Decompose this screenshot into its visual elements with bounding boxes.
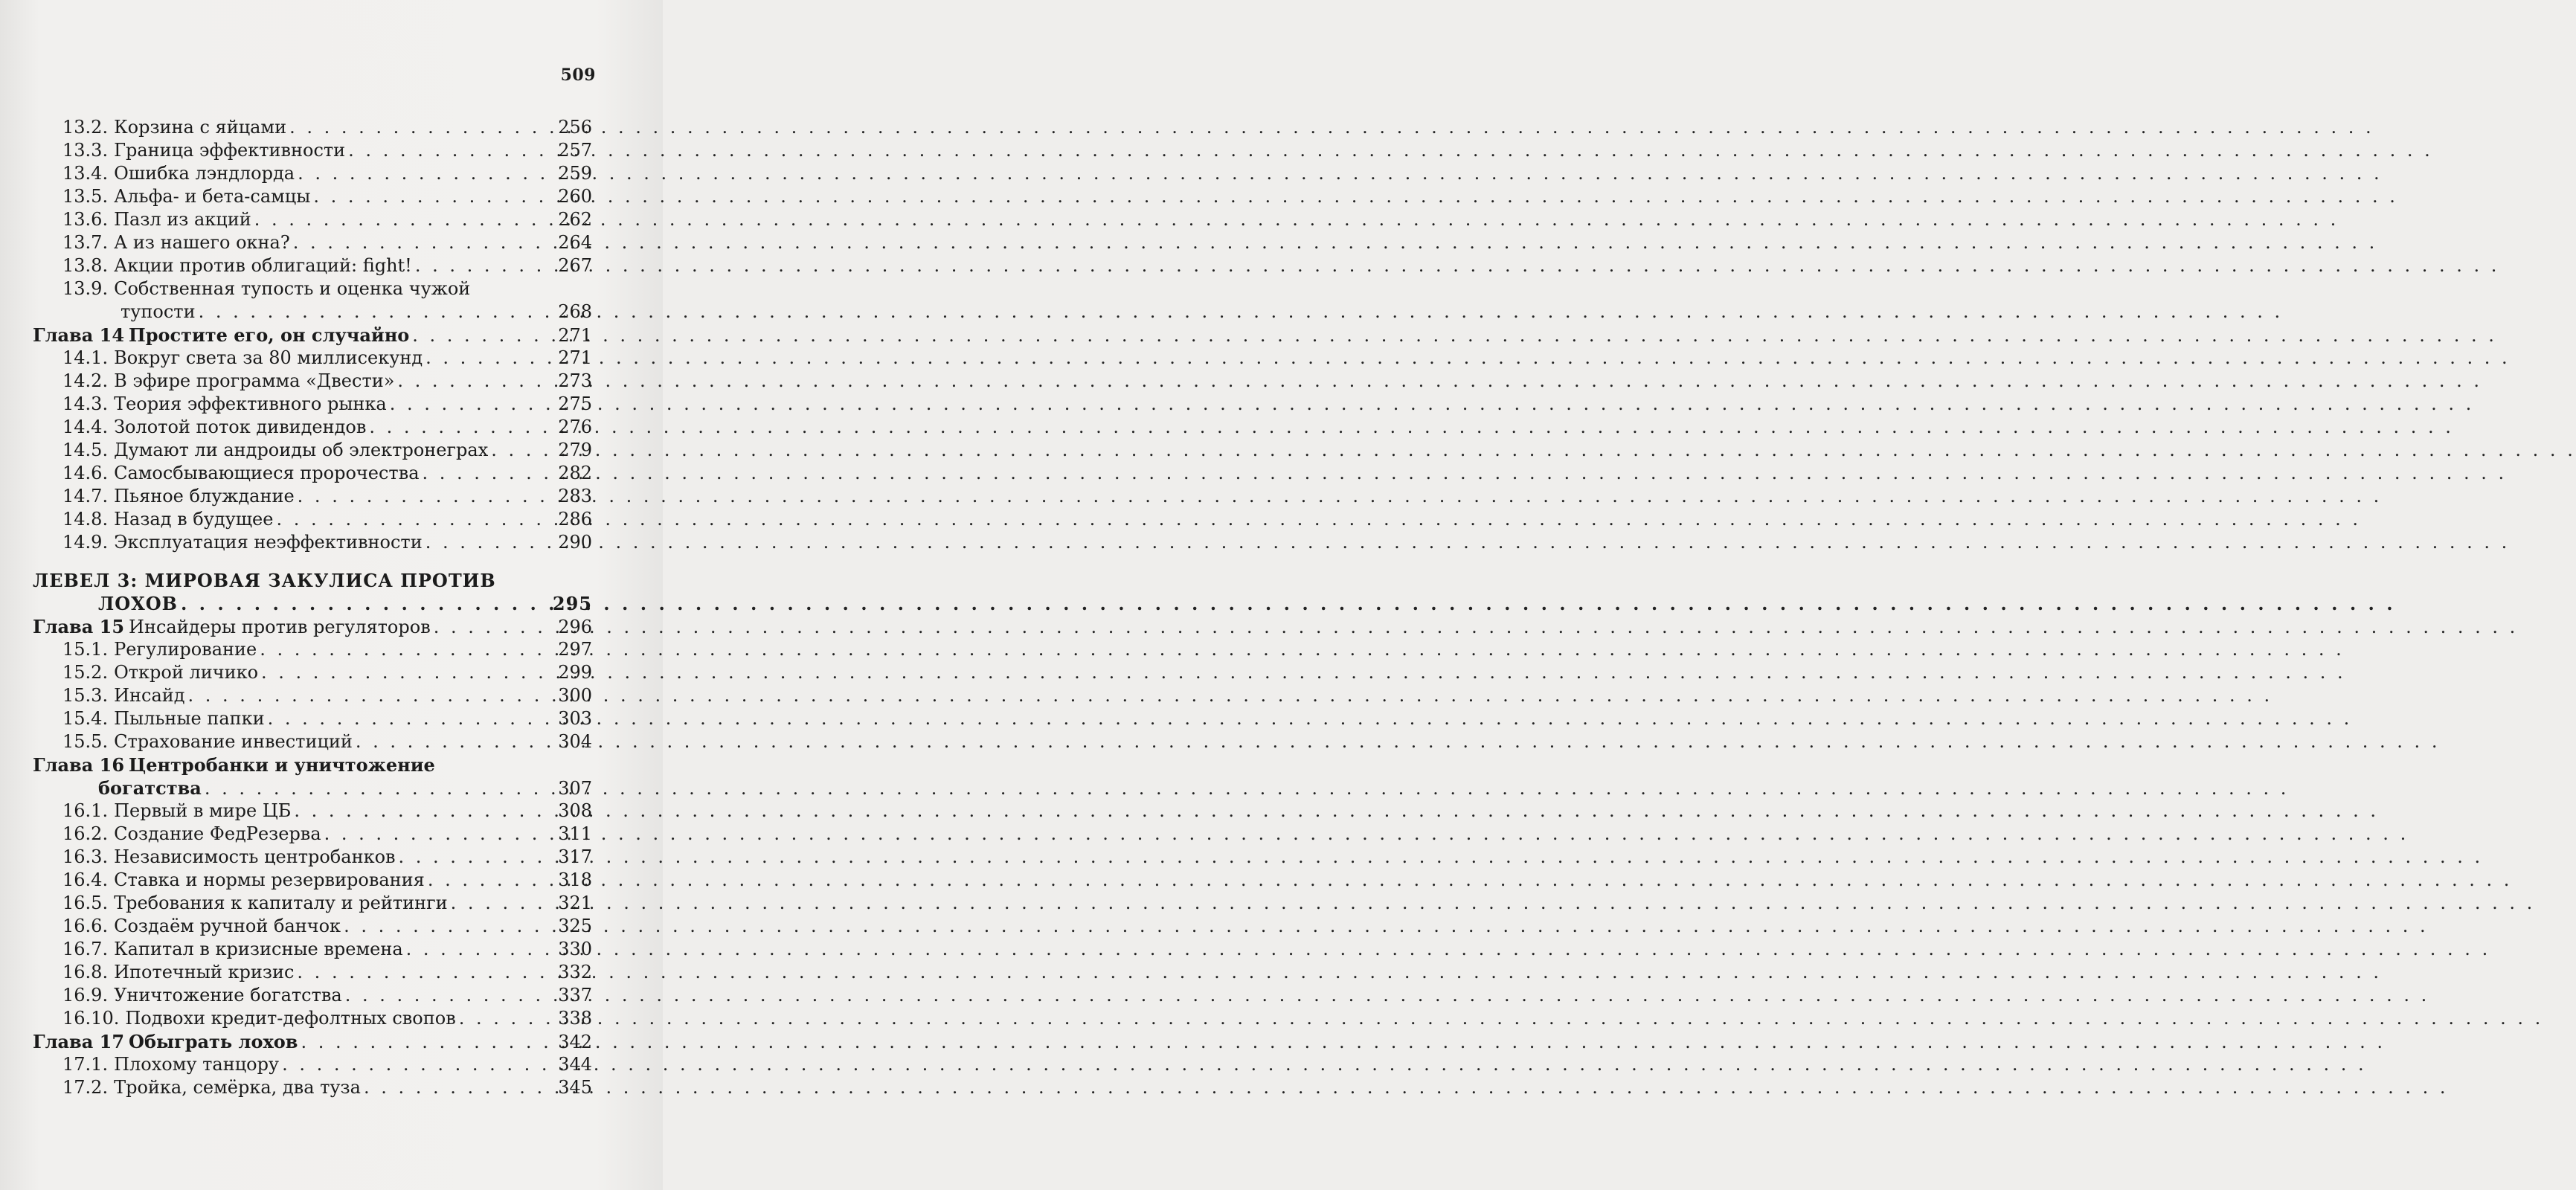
dot-leader — [491, 439, 555, 462]
toc-chapter-entry-continued[interactable] — [33, 776, 592, 800]
section-title: Золотой поток дивидендов — [114, 416, 367, 437]
page-ref: 256 — [558, 117, 592, 138]
page-ref: 342 — [558, 1032, 592, 1052]
dot-leader — [412, 324, 555, 347]
toc-section-entry[interactable] — [33, 1053, 592, 1076]
dot-leader — [276, 508, 555, 531]
section-title: Страхование инвестиций — [114, 731, 353, 752]
section-title: Собственная тупость и оценка чужой — [114, 278, 471, 299]
section-title: Создание ФедРезерва — [114, 823, 321, 844]
dot-leader — [425, 347, 555, 370]
toc-chapter-entry[interactable] — [33, 753, 592, 776]
section-number: 15.5. — [62, 731, 109, 752]
dot-leader — [415, 254, 555, 277]
dot-leader — [261, 661, 555, 684]
toc-chapter-entry[interactable] — [33, 615, 592, 638]
section-number: 14.6. — [62, 463, 109, 483]
dot-leader — [459, 1007, 555, 1030]
dot-leader — [199, 300, 556, 324]
chapter-title: Центробанки и уничтожение — [129, 754, 435, 776]
section-title: Думают ли андроиды об электронеграх — [114, 440, 489, 460]
section-title: Открой личико — [114, 662, 259, 683]
page-ref: 304 — [558, 731, 592, 752]
page-ref: 264 — [558, 232, 592, 253]
toc-section-entry[interactable] — [33, 231, 592, 254]
dot-leader — [406, 938, 556, 961]
toc-chapter-entry[interactable] — [33, 324, 592, 347]
dot-leader — [425, 531, 555, 554]
page-ref: 321 — [558, 892, 592, 913]
dot-leader — [344, 915, 555, 938]
section-number: 17.2. — [62, 1077, 109, 1098]
page-ref: 271 — [558, 347, 592, 368]
page-ref: 300 — [558, 685, 592, 706]
toc-section-entry[interactable] — [33, 439, 592, 462]
page-ref: 273 — [558, 370, 592, 391]
dot-leader — [254, 208, 555, 231]
dot-leader — [181, 592, 550, 615]
section-title: Требования к капиталу и рейтинги — [114, 892, 448, 913]
section-number: 14.9. — [62, 532, 109, 553]
toc-section-entry[interactable] — [33, 915, 592, 938]
section-title: Теория эффективного рынка — [114, 393, 387, 414]
toc-section-entry[interactable] — [33, 800, 592, 823]
section-number: 15.1. — [62, 639, 109, 660]
dot-leader — [399, 846, 556, 869]
page-ref: 279 — [558, 440, 592, 460]
section-number: 16.7. — [62, 939, 109, 959]
toc-section-entry[interactable] — [33, 638, 592, 661]
toc-section-entry[interactable] — [33, 823, 592, 846]
section-title: Вокруг света за 80 миллисекунд — [114, 347, 423, 368]
toc-section-entry[interactable] — [33, 139, 592, 162]
toc-part-entry[interactable] — [33, 569, 592, 592]
page-ref: 275 — [558, 393, 592, 414]
section-title-continued: тупости — [121, 301, 196, 322]
section-title: Уничтожение богатства — [114, 985, 342, 1006]
toc-section-entry[interactable] — [33, 531, 592, 554]
toc-section-entry[interactable] — [33, 208, 592, 231]
chapter-label: Глава 16 — [33, 754, 125, 776]
section-number: 16.6. — [62, 916, 109, 936]
dot-leader — [298, 162, 555, 185]
section-number: 14.7. — [62, 486, 109, 506]
section-title: Инсайд — [114, 685, 185, 706]
section-number: 13.4. — [62, 163, 109, 184]
section-title: Ипотечный кризис — [114, 962, 295, 982]
toc-section-entry[interactable] — [33, 116, 592, 139]
dot-leader — [428, 869, 555, 892]
page-ref: 257 — [558, 140, 592, 161]
section-title: Назад в будущее — [114, 509, 274, 530]
part-title: ЛЕВЕЛ 3: МИРОВАЯ ЗАКУЛИСА ПРОТИВ — [33, 570, 496, 591]
dot-leader — [289, 116, 555, 139]
toc-section-entry[interactable] — [33, 254, 592, 277]
section-title: Акции против облигаций: fight! — [114, 255, 412, 276]
dot-leader — [301, 1031, 555, 1054]
dot-leader — [297, 961, 555, 984]
page-ref: 290 — [558, 532, 592, 553]
toc-section-entry-continued[interactable] — [33, 300, 592, 324]
section-title: Граница эффективности — [114, 140, 346, 161]
page-ref: 332 — [558, 962, 592, 982]
dot-leader — [282, 1053, 555, 1076]
page-ref: 268 — [558, 301, 592, 322]
chapter-title: Инсайдеры против регуляторов — [129, 617, 431, 637]
dot-leader — [364, 1076, 555, 1099]
page-ref: 318 — [558, 869, 592, 890]
section-title: Пыльные папки — [114, 708, 265, 729]
dot-leader — [348, 139, 555, 162]
toc-section-entry[interactable] — [33, 961, 592, 984]
section-number: 16.5. — [62, 892, 109, 913]
section-number: 17.1. — [62, 1054, 109, 1075]
toc-section-entry[interactable] — [33, 707, 592, 730]
dot-leader — [423, 462, 556, 485]
section-number: 13.8. — [62, 255, 109, 276]
page-ref: 325 — [558, 916, 592, 936]
page-ref: 307 — [558, 778, 592, 799]
section-number: 14.1. — [62, 347, 109, 368]
section-number: 14.8. — [62, 509, 109, 530]
toc-section-entry[interactable] — [33, 485, 592, 508]
toc-section-entry[interactable] — [33, 416, 592, 439]
page-number: 509 — [560, 65, 596, 85]
page-ref: 283 — [558, 486, 592, 506]
dot-leader — [294, 800, 555, 823]
section-number: 16.8. — [62, 962, 109, 982]
dot-leader — [397, 370, 555, 393]
section-title: Эксплуатация неэффективности — [114, 532, 423, 553]
dot-leader — [345, 984, 555, 1007]
section-title: Ставка и нормы резервирования — [114, 869, 425, 890]
dot-leader — [324, 823, 556, 846]
page-ref: 344 — [558, 1054, 592, 1075]
page-ref: 317 — [558, 846, 592, 867]
section-number: 14.5. — [62, 440, 109, 460]
chapter-title: Простите его, он случайно — [129, 324, 410, 346]
page-ref: 308 — [558, 800, 592, 821]
section-title: Пазл из акций — [114, 209, 251, 230]
section-title: Независимость центробанков — [114, 846, 396, 867]
section-number: 16.1. — [62, 800, 109, 821]
page-ref: 345 — [558, 1077, 592, 1098]
dot-leader — [188, 684, 556, 707]
section-number: 16.9. — [62, 985, 109, 1006]
section-number: 16.3. — [62, 846, 109, 867]
page-ref: 297 — [558, 639, 592, 660]
toc-section-entry[interactable] — [33, 1076, 592, 1099]
toc-section-entry[interactable] — [33, 462, 592, 485]
page-ref: 271 — [558, 325, 592, 346]
page-ref: 338 — [558, 1008, 592, 1029]
page-ref: 299 — [558, 662, 592, 683]
page-ref: 259 — [558, 163, 592, 184]
section-title: Альфа- и бета-самцы — [114, 186, 311, 207]
dot-leader — [313, 185, 555, 208]
page-ref: 276 — [558, 416, 592, 437]
dot-leader — [434, 616, 555, 639]
section-number: 15.4. — [62, 708, 109, 729]
toc-section-entry[interactable] — [33, 938, 592, 961]
section-title: Тройка, семёрка, два туза — [114, 1077, 361, 1098]
toc-section-entry[interactable] — [33, 846, 592, 869]
section-title: Ошибка лэндлорда — [114, 163, 295, 184]
chapter-title-continued: богатства — [98, 777, 202, 799]
toc-section-entry[interactable] — [33, 1007, 592, 1030]
toc-section-entry[interactable] — [33, 277, 592, 300]
section-number: 13.3. — [62, 140, 109, 161]
section-title: А из нашего окна? — [114, 232, 290, 253]
page-ref: 296 — [558, 617, 592, 637]
toc-section-entry[interactable] — [33, 892, 592, 915]
page-ref: 311 — [558, 823, 592, 844]
page-ref: 267 — [558, 255, 592, 276]
section-title: Первый в мире ЦБ — [114, 800, 292, 821]
section-number: 14.4. — [62, 416, 109, 437]
part-title-continued: ЛОХОВ — [98, 593, 178, 614]
section-title: Самосбывающиеся пророчества — [114, 463, 420, 483]
book-page — [0, 0, 663, 1190]
chapter-title: Обыграть лохов — [129, 1031, 298, 1052]
dot-leader — [268, 707, 556, 730]
toc-section-entry[interactable] — [33, 370, 592, 393]
dot-leader — [390, 393, 555, 416]
section-number: 13.5. — [62, 186, 109, 207]
dot-leader — [369, 416, 555, 439]
toc-section-entry[interactable] — [33, 347, 592, 370]
toc-section-entry[interactable] — [33, 730, 592, 753]
dot-leader — [260, 638, 555, 661]
section-title: Пьяное блуждание — [114, 486, 295, 506]
dot-leader — [205, 777, 555, 800]
section-title: Корзина с яйцами — [114, 117, 287, 138]
section-title: Подвохи кредит-дефолтных свопов — [125, 1008, 456, 1029]
section-title: Регулирование — [114, 639, 257, 660]
section-number: 16.4. — [62, 869, 109, 890]
toc-section-entry[interactable] — [33, 508, 592, 531]
toc-section-entry[interactable] — [33, 185, 592, 208]
section-title: В эфире программа «Двести» — [114, 370, 395, 391]
section-title: Создаём ручной банчок — [114, 916, 341, 936]
dot-leader — [356, 730, 555, 753]
dot-leader — [451, 892, 556, 915]
toc-section-entry[interactable] — [33, 393, 592, 416]
section-number: 16.10. — [62, 1008, 120, 1029]
page-ref: 337 — [558, 985, 592, 1006]
page-ref: 286 — [558, 509, 592, 530]
page-ref: 303 — [558, 708, 592, 729]
page-ref: 260 — [558, 186, 592, 207]
toc-part-entry-continued[interactable] — [33, 592, 592, 615]
chapter-label: Глава 15 — [33, 616, 125, 637]
section-number: 13.9. — [62, 278, 109, 299]
section-number: 13.6. — [62, 209, 109, 230]
toc-section-entry[interactable] — [33, 684, 592, 707]
section-number: 15.2. — [62, 662, 109, 683]
toc-section-entry[interactable] — [33, 984, 592, 1007]
section-title: Плохому танцору — [114, 1054, 280, 1075]
section-number: 14.2. — [62, 370, 109, 391]
section-number: 13.7. — [62, 232, 109, 253]
chapter-label: Глава 14 — [33, 324, 125, 346]
table-of-contents — [33, 116, 592, 1099]
chapter-label: Глава 17 — [33, 1031, 125, 1052]
section-number: 16.2. — [62, 823, 109, 844]
toc-section-entry[interactable] — [33, 869, 592, 892]
toc-section-entry[interactable] — [33, 162, 592, 185]
section-title: Капитал в кризисные времена — [114, 939, 403, 959]
page-ref: 262 — [558, 209, 592, 230]
section-number: 14.3. — [62, 393, 109, 414]
dot-leader — [298, 485, 556, 508]
page-ref: 330 — [558, 939, 592, 959]
toc-section-entry[interactable] — [33, 661, 592, 684]
section-number: 15.3. — [62, 685, 109, 706]
section-number: 13.2. — [62, 117, 109, 138]
dot-leader — [293, 231, 555, 254]
toc-chapter-entry[interactable] — [33, 1030, 592, 1053]
page-ref: 282 — [558, 463, 592, 483]
page-ref: 295 — [552, 593, 592, 614]
